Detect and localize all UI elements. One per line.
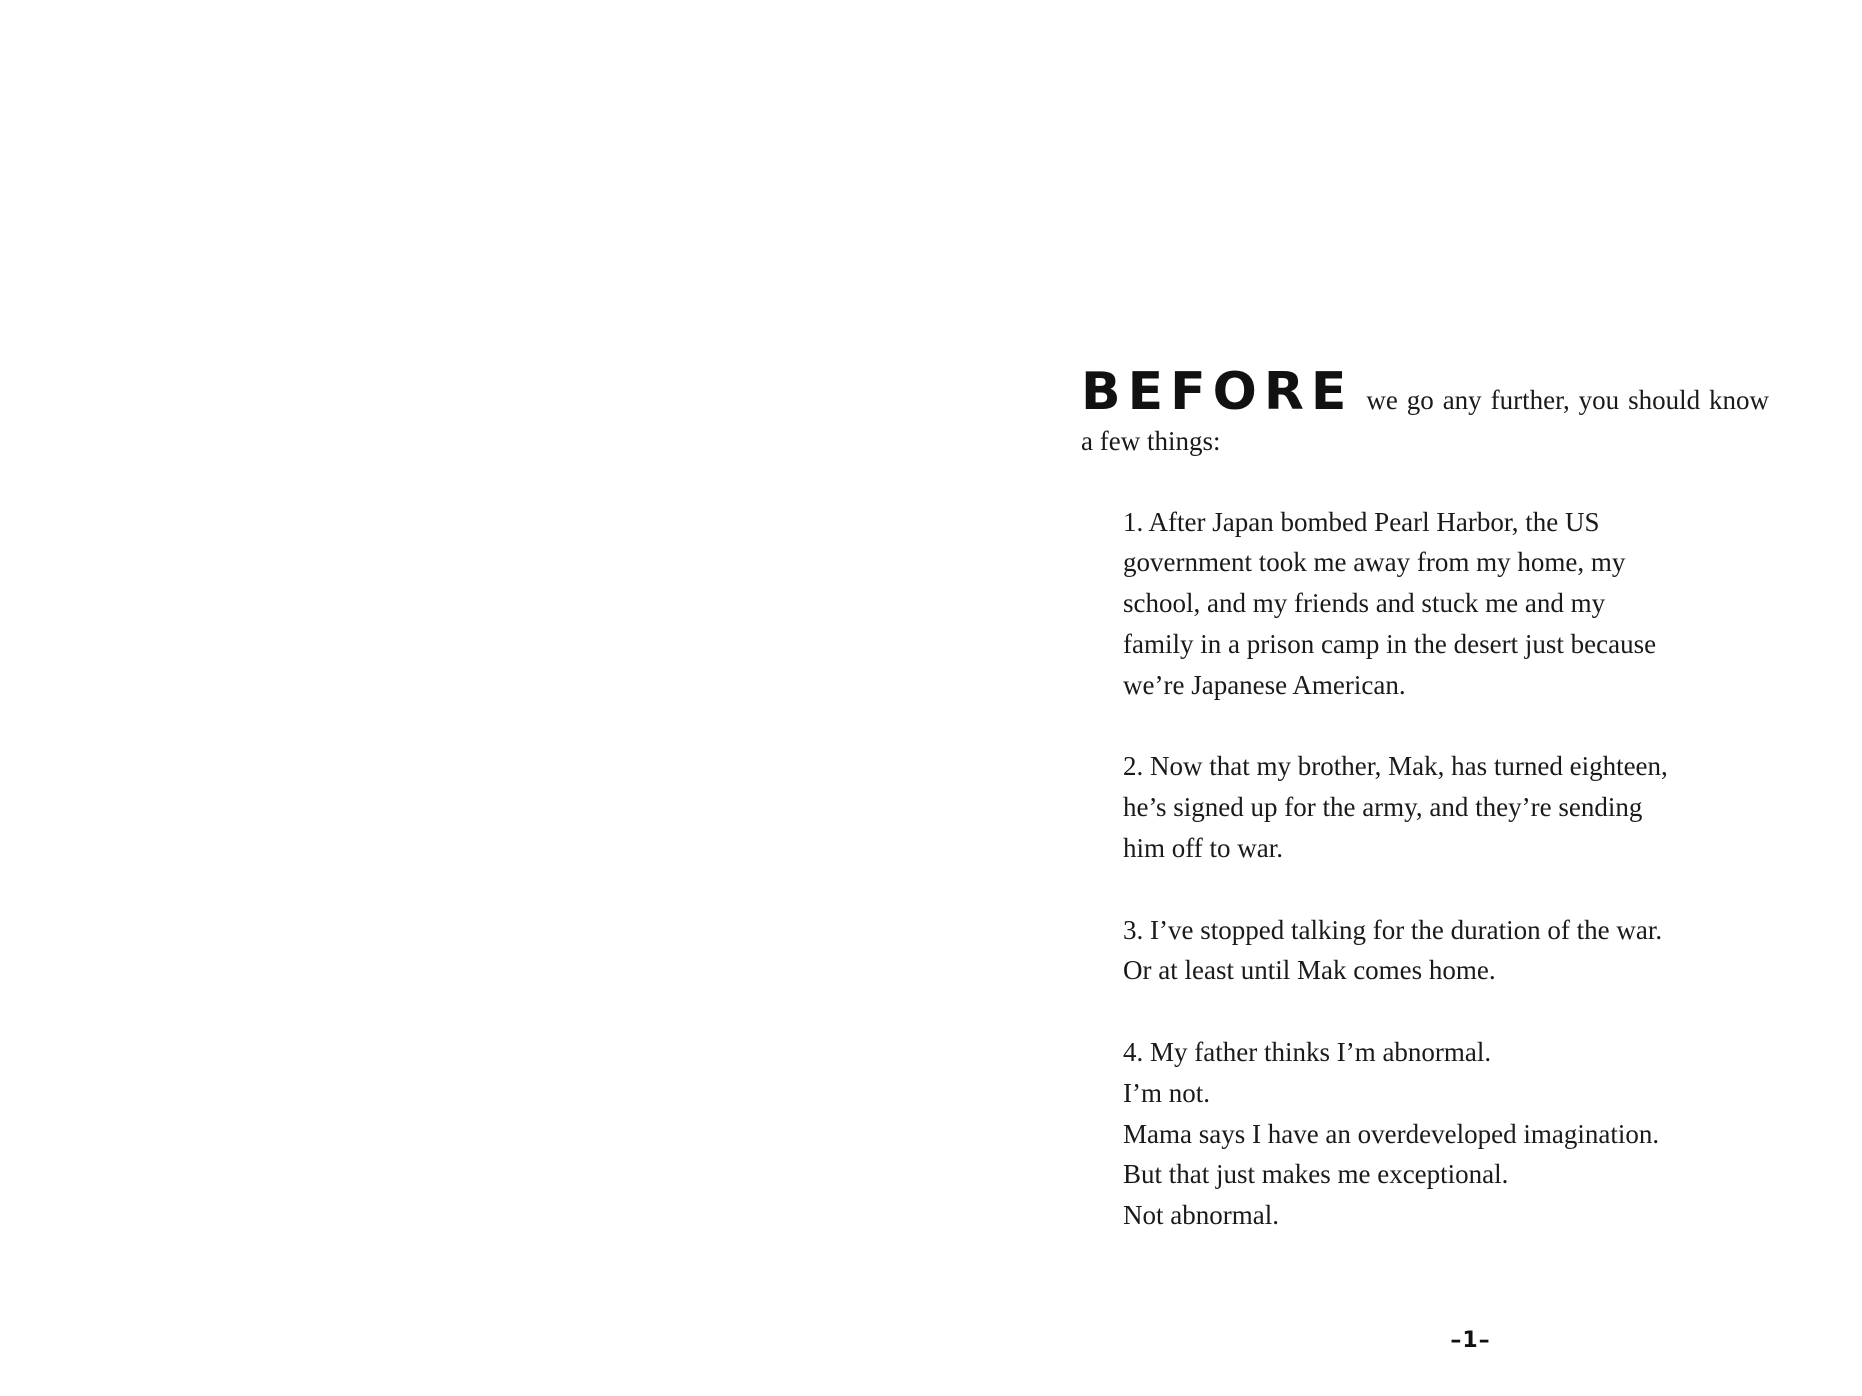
list-item-1 xyxy=(1123,502,1723,706)
list-line: school, and my friends and stuck me and my xyxy=(1123,588,1606,619)
list-line: we’re Japanese American. xyxy=(1123,669,1406,700)
list-line: family in a prison camp in the desert just because xyxy=(1123,628,1657,659)
lead-word: BEFORE xyxy=(1081,362,1354,422)
page-number: –1– xyxy=(1450,1328,1491,1353)
list-line: Mama says I have an overdeveloped imagination. xyxy=(1123,1118,1660,1149)
list-line: 3. I’ve stopped talking for the duration of the war. xyxy=(1123,914,1663,945)
list-line: 1. After Japan bombed Pearl Harbor, the US xyxy=(1123,506,1600,537)
numbered-list xyxy=(1123,502,1723,1236)
opening-paragraph xyxy=(1081,362,1769,462)
list-line: government took me away from my home, my xyxy=(1123,547,1626,578)
list-line: 4. My father thinks I’m abnormal. xyxy=(1123,1036,1492,1067)
list-line: he’s signed up for the army, and they’re sending xyxy=(1123,792,1643,823)
body-text xyxy=(1081,362,1769,1236)
list-item-4 xyxy=(1123,1032,1723,1236)
right-page xyxy=(931,0,1862,1396)
list-line: But that just makes me exceptional. xyxy=(1123,1159,1509,1190)
list-line: I’m not. xyxy=(1123,1077,1210,1108)
list-line: Or at least until Mak comes home. xyxy=(1123,955,1496,986)
opening-text: we go any further, you should know a few things: xyxy=(1081,385,1769,456)
list-line: 2. Now that my brother, Mak, has turned eighteen, xyxy=(1123,751,1668,782)
list-line: Not abnormal. xyxy=(1123,1200,1279,1231)
list-item-2 xyxy=(1123,746,1723,868)
list-item-3 xyxy=(1123,910,1723,992)
list-line: him off to war. xyxy=(1123,832,1283,863)
